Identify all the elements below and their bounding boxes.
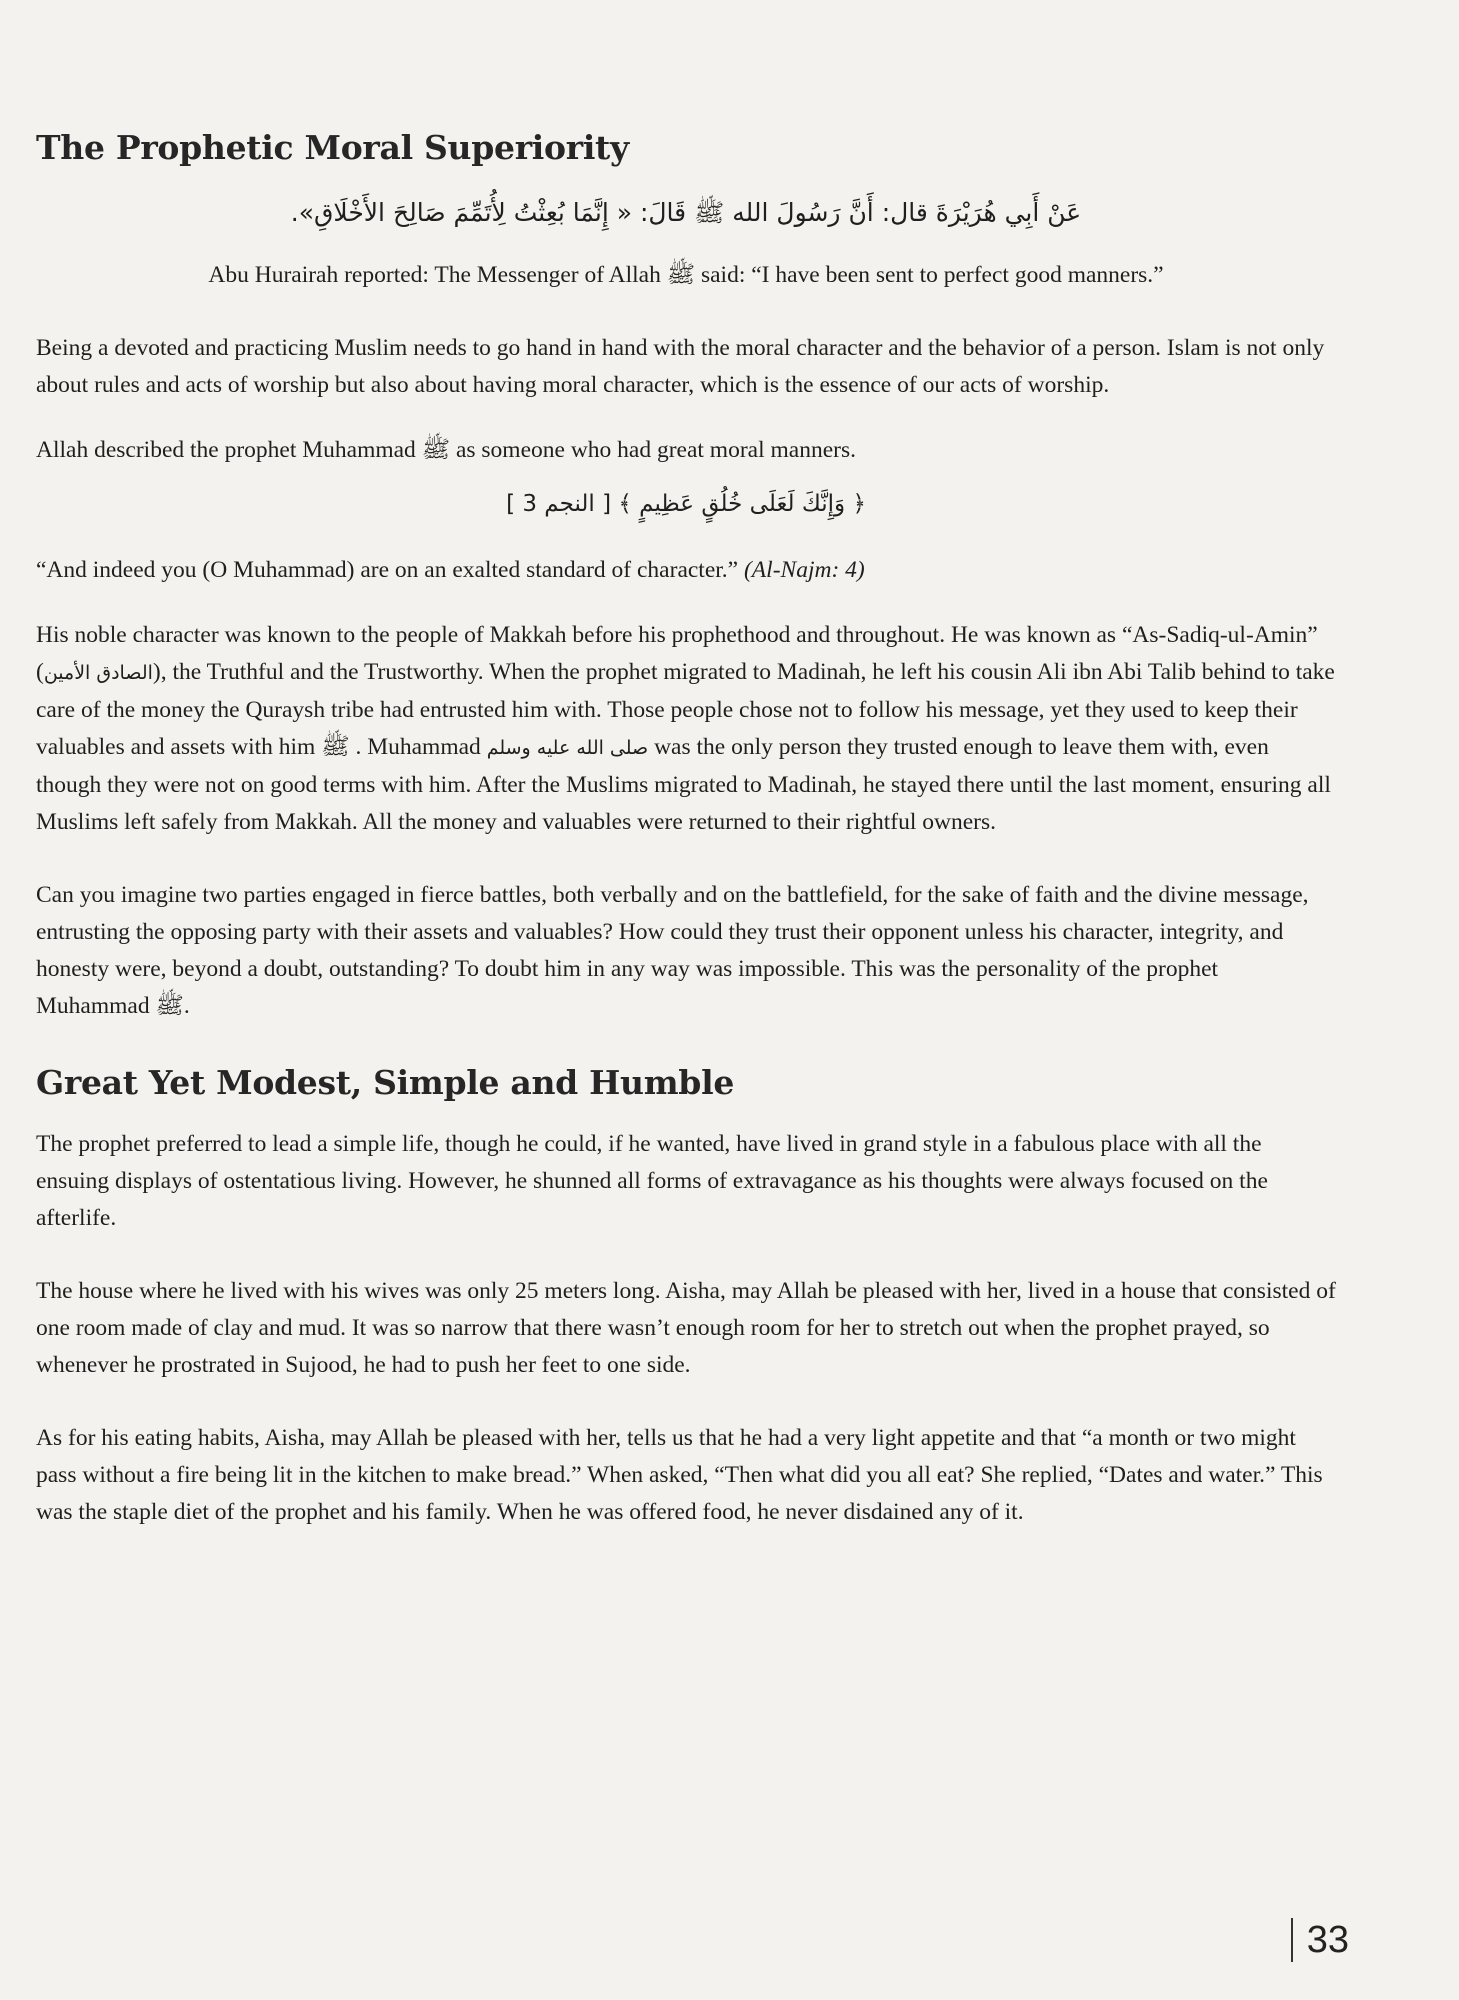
text-span: was the only person they trusted enough to leave them with, even though they were not on good terms with him. After the Muslims migrated to Madinah, he stayed there until the last moment, ensuring all Muslims left safely from Makkah. All the money and valuables were returned to their rightful owners. bbox=[36, 733, 1331, 835]
paragraph-house: The house where he lived with his wives was only 25 meters long. Aisha, may Allah be pleased with her, lived in a house that consisted of one room made of clay and mud. It was so narrow that there wasn’t enough room for her to stretch out when the prophet prayed, so whenever he prostrated in Sujood, he had to push her feet to one side. bbox=[36, 1278, 1336, 1379]
paragraph-two-parties: Can you imagine two parties engaged in fierce battles, both verbally and on the battlefield, for the sake of faith and the divine message, entrusting the opposing party with their assets and valuables? How could they trust their opponent unless his character, integrity, and honesty were, beyond a doubt, outstanding? To doubt him in any way was impossible. This was the personality of the prophet Muhammad ﷺ. bbox=[36, 881, 1309, 1019]
section-heading-moral-superiority: The Prophetic Moral Superiority bbox=[36, 128, 629, 167]
paragraph-eating-habits: As for his eating habits, Aisha, may Allah be pleased with her, tells us that he had a very light appetite and that “a month or two might pass without a fire being lit in the kitchen to make bread.” When asked, “Then what did you all eat? She replied, “Dates and water.” This was the staple diet of the prophet and his family. When he was offered food, he never disdained any of it. bbox=[36, 1425, 1323, 1526]
quran-verse-arabic: ﴿ وَإِنَّكَ لَعَلَى خُلُقٍ عَظِيمٍ ﴾ [ النجم 3 ] bbox=[506, 491, 866, 518]
arabic-inline-title: الصادق الأمين bbox=[43, 661, 153, 684]
page-number: 33 bbox=[1291, 1918, 1349, 1962]
hadith-translation: Abu Hurairah reported: The Messenger of Allah ﷺ said: “I have been sent to perfect good manners.” bbox=[208, 262, 1164, 289]
text-span: His noble character was known to the people of Makkah before his prophethood and throughout. He was known as “As-Sadiq-ul-Amin” ( bbox=[36, 621, 1318, 685]
quran-translation-text: “And indeed you (O Muhammad) are on an exalted standard of character.” bbox=[36, 556, 739, 583]
paragraph-simple-life: The prophet preferred to lead a simple life, though he could, if he wanted, have lived in grand style in a fabulous place with all the ensuing displays of ostentatious living. However, he shunned all forms of extravagance as his thoughts were always focused on the afterlife. bbox=[36, 1131, 1268, 1232]
quran-verse-translation bbox=[36, 552, 1336, 589]
page-content bbox=[36, 128, 1336, 1559]
paragraph-devoted-muslim: Being a devoted and practicing Muslim needs to go hand in hand with the moral character and the behavior of a person. Islam is not only about rules and acts of worship but also about having moral character, which is the essence of our acts of worship. bbox=[36, 335, 1325, 399]
text-span: ), the Truthful and the Trustworthy. When the prophet migrated to Madinah, he left his cousin Ali ibn Abi Talib behind to take care of the money the Quraysh tribe had entrusted him with. Those people chose not to follow his message, yet they used to keep their valuables and assets with him ﷺ . Muhammad bbox=[36, 658, 1335, 760]
quran-reference: (Al-Najm: 4) bbox=[743, 556, 865, 583]
hadith-arabic-text: عَنْ أَبِي هُرَيْرَةَ قال: أَنَّ رَسُولَ الله ﷺ قَالَ: « إِنَّمَا بُعِثْتُ لِأُتَمِّمَ صَالِحَ الأَخْلَاقِ». bbox=[290, 197, 1082, 227]
paragraph-noble-character bbox=[36, 617, 1336, 841]
section-heading-great-yet-modest: Great Yet Modest, Simple and Humble bbox=[36, 1062, 735, 1102]
paragraph-allah-described: Allah described the prophet Muhammad ﷺ as someone who had great moral manners. bbox=[36, 437, 856, 464]
arabic-inline-salutation: صلى الله عليه وسلم bbox=[486, 736, 649, 759]
